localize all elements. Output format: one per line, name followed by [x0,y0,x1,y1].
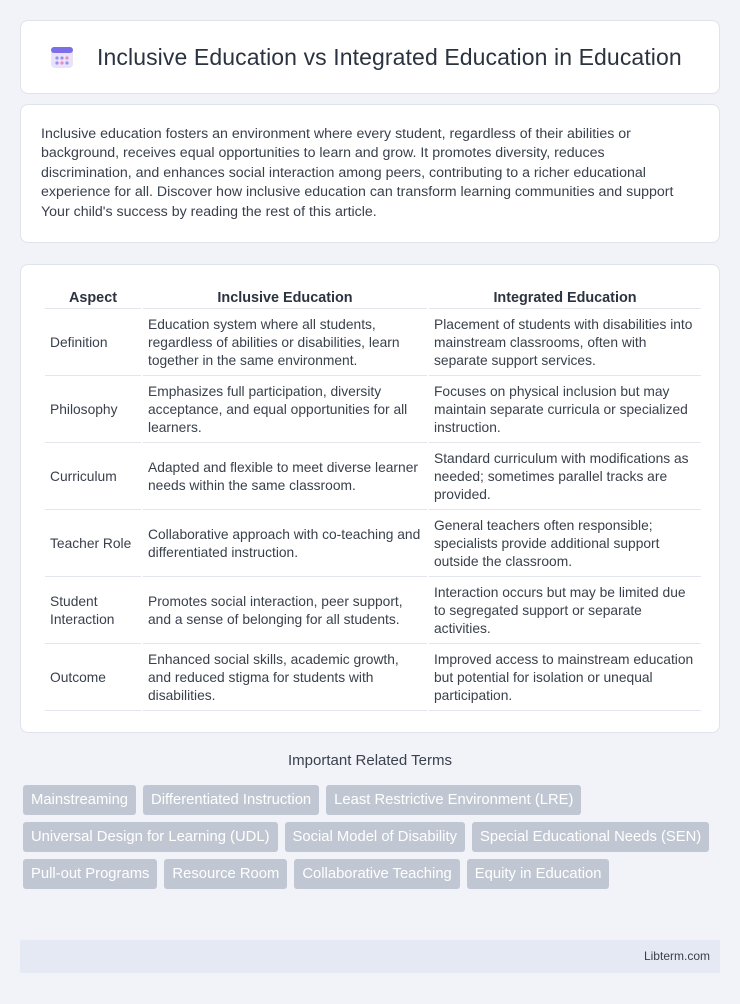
inclusive-cell: Adapted and flexible to meet diverse learner needs within the same classroom. [143,445,427,510]
footer-site-link[interactable]: Libterm.com [643,949,710,963]
calendar-icon [49,44,75,70]
related-term-tag[interactable]: Pull-out Programs [23,859,157,889]
aspect-cell: Teacher Role [45,512,141,577]
column-header: Aspect [45,287,141,309]
related-term-tag[interactable]: Collaborative Teaching [294,859,459,889]
page-title: Inclusive Education vs Integrated Education in Education [97,43,682,70]
table-row [45,646,701,711]
related-term-tag[interactable]: Universal Design for Learning (UDL) [23,822,278,852]
aspect-cell: Student Interaction [45,579,141,644]
inclusive-cell: Enhanced social skills, academic growth, and reduced stigma for students with disabilities. [143,646,427,711]
comparison-table [43,285,703,713]
column-header: Integrated Education [429,287,701,309]
related-term-tag[interactable]: Least Restrictive Environment (LRE) [326,785,581,815]
aspect-cell: Curriculum [45,445,141,510]
inclusive-cell: Collaborative approach with co-teaching and differentiated instruction. [143,512,427,577]
table-row [45,579,701,644]
column-header: Inclusive Education [143,287,427,309]
integrated-cell: Interaction occurs but may be limited due to segregated support or separate activities. [429,579,701,644]
related-terms-title: Important Related Terms [288,752,452,769]
aspect-cell: Outcome [45,646,141,711]
related-term-tag[interactable]: Resource Room [164,859,287,889]
intro-text: Inclusive education fosters an environment where every student, regardless of their abilities or background, receives equal opportunities to learn and grow. It promotes diversity, reduces discrimination, and enhances social interaction among peers, contributing to a richer educational experience for all. Discover how inclusive education can transform learning communities and support Your child's success by reading the rest of this article. [41,126,674,220]
related-term-tag[interactable]: Mainstreaming [23,785,136,815]
integrated-cell: Standard curriculum with modifications as needed; sometimes parallel tracks are provided. [429,445,701,510]
inclusive-cell: Promotes social interaction, peer support, and a sense of belonging for all students. [143,579,427,644]
inclusive-cell: Emphasizes full participation, diversity acceptance, and equal opportunities for all learners. [143,378,427,443]
table-header-row [45,287,701,309]
table-row [45,311,701,376]
integrated-cell: Improved access to mainstream education but potential for isolation or unequal participation. [429,646,701,711]
table-row [45,445,701,510]
related-term-tag[interactable]: Social Model of Disability [285,822,465,852]
integrated-cell: General teachers often responsible; specialists provide additional support outside the classroom. [429,512,701,577]
related-term-tag[interactable]: Equity in Education [467,859,610,889]
integrated-cell: Focuses on physical inclusion but may maintain separate curricula or specialized instruction. [429,378,701,443]
related-term-tag[interactable]: Special Educational Needs (SEN) [472,822,709,852]
related-term-tag[interactable]: Differentiated Instruction [143,785,319,815]
related-terms-list [23,785,723,889]
comparison-table-card [20,264,720,733]
aspect-cell: Philosophy [45,378,141,443]
table-row [45,512,701,577]
footer [20,940,720,973]
integrated-cell: Placement of students with disabilities into mainstream classrooms, often with separate support services. [429,311,701,376]
inclusive-cell: Education system where all students, regardless of abilities or disabilities, learn together in the same environment. [143,311,427,376]
header-card [20,20,720,94]
aspect-cell: Definition [45,311,141,376]
intro-card [20,104,720,243]
table-row [45,378,701,443]
